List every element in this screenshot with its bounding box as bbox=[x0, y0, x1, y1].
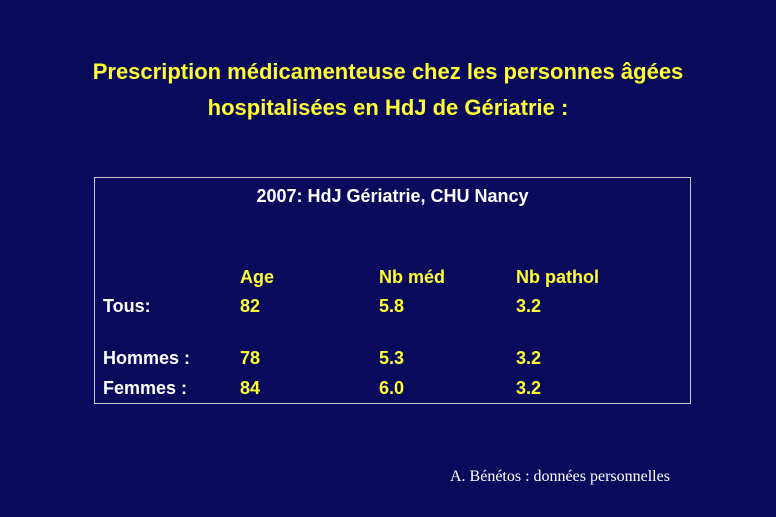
source-citation: A. Bénétos : données personnelles bbox=[450, 468, 670, 485]
data-table bbox=[94, 177, 691, 404]
cell-femmes-nb-pathol: 3.2 bbox=[516, 378, 542, 398]
cell-tous-age: 82 bbox=[240, 296, 261, 316]
cell-femmes-age: 84 bbox=[240, 378, 261, 398]
row-label-hommes: Hommes : bbox=[103, 348, 191, 368]
cell-tous-nb-pathol: 3.2 bbox=[516, 296, 542, 316]
slide-title-line-2: hospitalisées en HdJ de Gériatrie : bbox=[207, 95, 569, 120]
cell-hommes-nb-pathol: 3.2 bbox=[516, 348, 542, 368]
cell-femmes-nb-med: 6.0 bbox=[379, 378, 405, 398]
cell-hommes-age: 78 bbox=[240, 348, 261, 368]
header-nb-med: Nb méd bbox=[379, 267, 446, 287]
slide-title-line-1: Prescription médicamenteuse chez les personnes âgées bbox=[92, 59, 684, 84]
cell-hommes-nb-med: 5.3 bbox=[379, 348, 405, 368]
row-label-tous: Tous: bbox=[103, 296, 151, 316]
table-caption: 2007: HdJ Gériatrie, CHU Nancy bbox=[256, 186, 529, 206]
header-nb-pathol: Nb pathol bbox=[516, 267, 599, 287]
slide-title bbox=[0, 54, 776, 126]
row-label-femmes: Femmes : bbox=[103, 378, 188, 398]
header-age: Age bbox=[240, 267, 275, 287]
cell-tous-nb-med: 5.8 bbox=[379, 296, 405, 316]
